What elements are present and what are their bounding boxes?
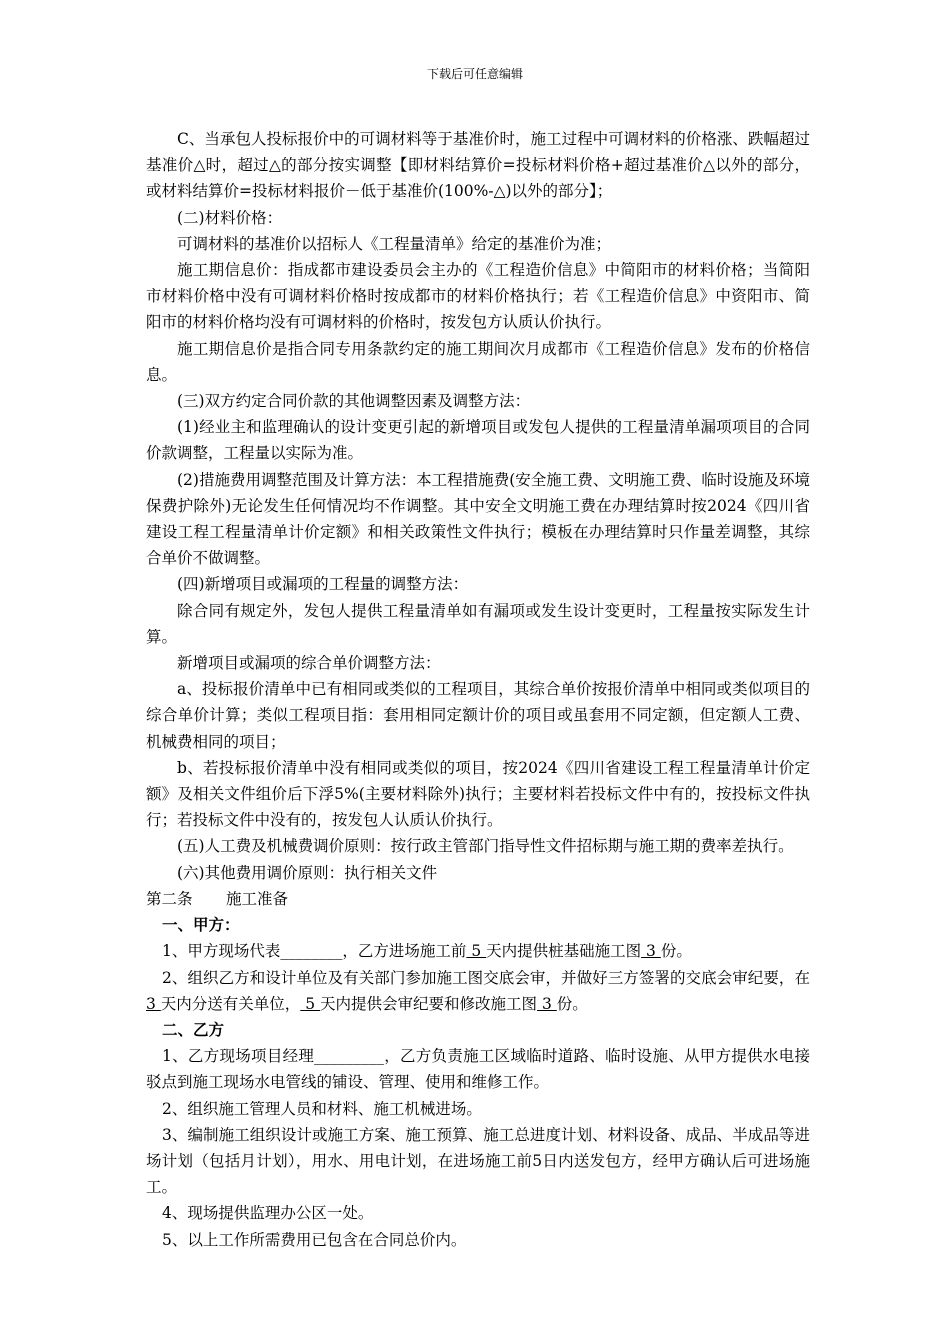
party-a-item-2 (146, 965, 810, 1017)
paragraph: b、若投标报价清单中没有相同或类似的项目，按2024《四川省建设工程工程量清单计价定额》及相关文件组价后下浮5%(主要材料除外)执行；主要材料若投标文件中有的，按投标文件执行；若投标文件中没有的，按发包人认质认价执行。 (146, 758, 810, 830)
underlined-value: 5 (466, 942, 487, 961)
text-run: 份。 (556, 994, 588, 1013)
party-a-heading: 一、甲方： (162, 915, 240, 935)
text-run: 天内提供会审纪要和修改施工图 (320, 994, 538, 1013)
paragraph: (1)经业主和监理确认的设计变更引起的新增项目或发包人提供的工程量清单漏项项目的合同价款调整，工程量以实际为准。 (146, 418, 810, 463)
party-a-item-1 (146, 938, 810, 964)
paragraph: (六)其他费用调价原则：执行相关文件 (177, 863, 438, 882)
section-heading: (四)新增项目或漏项的工程量的调整方法： (177, 575, 469, 594)
text-run: 1、甲方现场代表 (162, 942, 281, 961)
underlined-value: 3 (537, 994, 557, 1013)
blank-line: ________ (280, 942, 343, 961)
text-run: 1、乙方现场项目经理 (162, 1047, 315, 1066)
paragraph: (2)措施费用调整范围及计算方法：本工程措施费(安全施工费、文明施工费、临时设施及环境保费护除外)无论发生任何情况均不作调整。其中安全文明施工费在办理结算时按2024《四川省建设工程工程量清单计价定额》和相关政策性文件执行；模板在办理结算时只作量差调整，其综合单价不做调整。 (146, 470, 810, 568)
paragraph: (五)人工费及机械费调价原则：按行政主管部门指导性文件招标期与施工期的费率差执行。 (177, 837, 794, 856)
underlined-value: 3 (146, 994, 161, 1013)
paragraph: 除合同有规定外，发包人提供工程量清单如有漏项或发生设计变更时，工程量按实际发生计算。 (146, 601, 810, 646)
underlined-value: 3 (641, 942, 661, 961)
paragraph: 新增项目或漏项的综合单价调整方法： (177, 654, 441, 673)
text-run: 天内分送有关单位， (160, 994, 301, 1013)
section-heading: (三)双方约定合同价款的其他调整因素及调整方法： (177, 392, 531, 411)
section-heading: (二)材料价格： (177, 208, 283, 227)
paragraph: 施工期信息价是指合同专用条款约定的施工期间次月成都市《工程造价信息》发布的价格信息。 (146, 339, 810, 384)
page-header: 下载后可任意编辑 (426, 67, 523, 81)
text-run: 份。 (660, 942, 692, 961)
underlined-value: 5 (300, 994, 321, 1013)
paragraph: 施工期信息价：指成都市建设委员会主办的《工程造价信息》中简阳市的材料价格；当简阳市材料价格中没有可调材料价格时按成都市的材料价格执行；若《工程造价信息》中资阳市、简阳市的材料价格均没有可调材料的价格时，按发包方认质认价执行。 (146, 261, 810, 332)
party-b-item-1 (146, 1043, 810, 1095)
party-b-item-4: 4、现场提供监理办公区一处。 (162, 1204, 374, 1223)
paragraph: 可调材料的基准价以招标人《工程量清单》给定的基准价为准； (177, 234, 612, 253)
text-run: 2、组织乙方和设计单位及有关部门参加施工图交底会审，并做好三方签署的交底会审纪要，在 (162, 968, 810, 987)
party-b-item-2: 2、组织施工管理人员和材料、施工机械进场。 (162, 1099, 482, 1118)
article-heading (146, 886, 810, 912)
text-run: ，乙方进场施工前 (342, 942, 467, 961)
party-b-item-3: 3、编制施工组织设计或施工方案、施工预算、施工总进度计划、材料设备、成品、半成品等进场计划（包括月计划），用水、用电计划，在进场施工前5日内送发包方，经甲方确认后可进场施工。 (146, 1125, 810, 1197)
article-number: 第二条 (146, 889, 193, 908)
document-body (146, 126, 810, 1253)
blank-line: _________ (314, 1047, 384, 1066)
party-b-item-5: 5、以上工作所需费用已包含在合同总价内。 (162, 1230, 467, 1249)
article-title: 施工准备 (226, 889, 289, 908)
paragraph: a、投标报价清单中已有相同或类似的工程项目，其综合单价按报价清单中相同或类似项目的综合单价计算；类似工程项目指：套用相同定额计价的项目或虽套用不同定额，但定额人工费、机械费相同的项目； (146, 680, 810, 751)
paragraph: C、当承包人投标报价中的可调材料等于基准价时，施工过程中可调材料的价格涨、跌幅超过基准价△时，超过△的部分按实调整【即材料结算价=投标材料价格+超过基准价△以外的部分，或材料结算价=投标材料报价－低于基准价(100%-△)以外的部分】； (146, 130, 810, 201)
text-run: ，乙方负责施工区域临时道路、临时设施、从甲方提供水电接驳点到施工现场水电管线的铺设、管理、使用和维修工作。 (146, 1047, 810, 1092)
party-b-heading: 二、乙方 (162, 1019, 225, 1039)
text-run: 天内提供桩基础施工图 (486, 942, 642, 961)
